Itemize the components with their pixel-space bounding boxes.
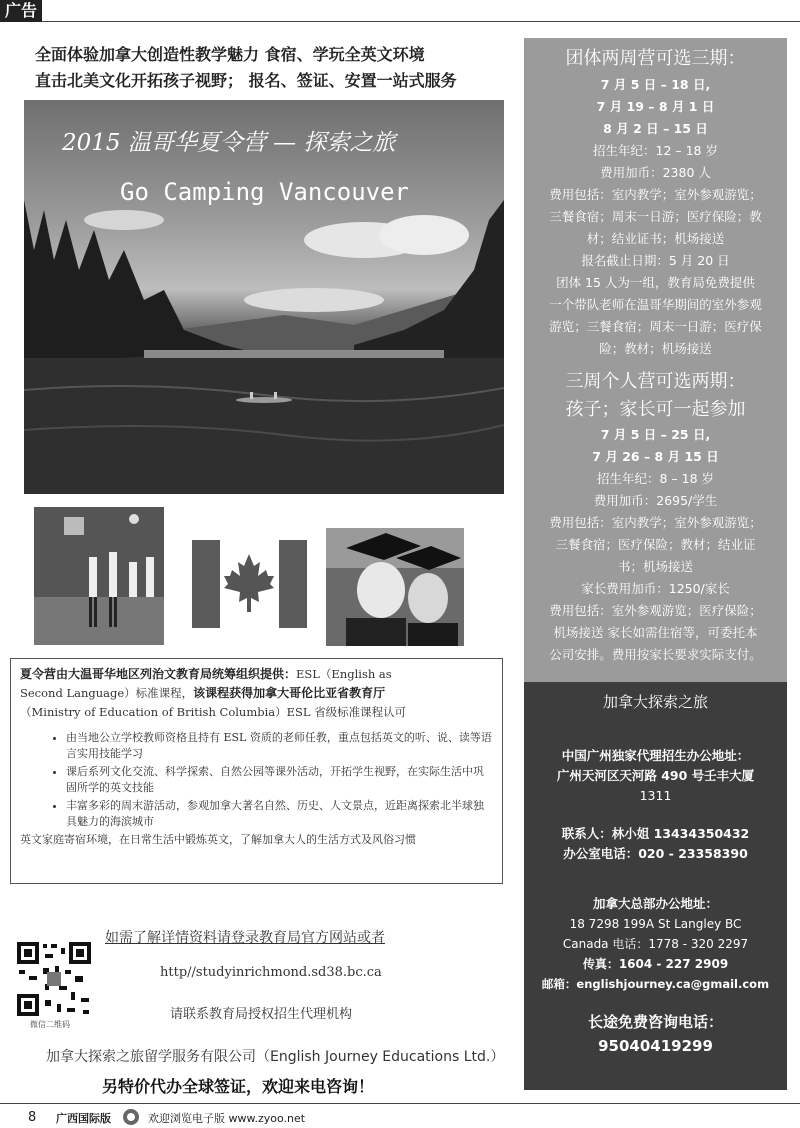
program-intro-esl-cont: Second Language）标准课程，	[20, 686, 194, 700]
contact-person: 联系人：林小姐 13434350432	[561, 826, 750, 841]
feature-item: • 课后系列文化交流、科学探索、自然公园等课外活动，开拓学生视野，在实际生活中巩固所学的英文技能	[66, 764, 493, 796]
contact-panel	[524, 682, 787, 1090]
publication-name: 广西国际版	[56, 1112, 111, 1125]
group-line: 7 月 5 日 – 18 日,	[600, 77, 711, 92]
program-info-box	[10, 658, 503, 884]
brand-name: 加拿大探索之旅	[602, 693, 708, 711]
group-line: 材；结业证书；机场接送	[586, 231, 725, 246]
program-features	[66, 730, 493, 830]
individual-line: 三餐食宿；医疗保险；教材；结业证	[555, 537, 756, 552]
top-rule	[42, 21, 800, 22]
camp-title-english: Go Camping Vancouver	[120, 178, 409, 206]
individual-line: 费用包括：室内教学；室外参观游览；	[549, 515, 762, 530]
ad-tag: 广告	[0, 0, 42, 22]
website-url[interactable]: http//studyinrichmond.sd38.bc.ca	[160, 965, 382, 980]
contact-agent-note: 请联系教育局授权招生代理机构	[170, 1007, 353, 1022]
china-office-room: 1311	[639, 788, 672, 803]
office-phone: 办公室电话：020 - 23358390	[563, 846, 748, 861]
individual-line: 机场接送 家长如需住宿等，可委托本	[553, 625, 758, 640]
hq-email[interactable]: 邮箱：englishjourney.ca@gmail.com	[541, 977, 770, 991]
individual-line: 7 月 26 – 8 月 15 日	[592, 449, 719, 464]
group-line: 三餐食宿；周末一日游；医疗保险；教	[549, 209, 762, 224]
lake-photo	[24, 100, 504, 494]
individual-camp-details	[524, 424, 787, 666]
wechat-qr-code-icon	[15, 940, 93, 1018]
headline-line-2: 直击北美文化开拓孩子视野； 报名、签证、安置一站式服务	[35, 71, 457, 90]
program-intro-esl: ESL（English as	[296, 667, 392, 681]
individual-line: 费用加币：2695/学生	[593, 493, 718, 508]
individual-camp-title: 三周个人营可选两期：	[565, 371, 746, 392]
feature-item: • 丰富多彩的周末游活动，参观加拿大著名自然、历史、人文景点，近距离探索北半球独具魅力的海滨城市	[66, 798, 493, 830]
group-line: 报名截止日期：5 月 20 日	[581, 253, 730, 268]
individual-line: 公司安排。费用按家长要求实际支付。	[549, 647, 762, 662]
individual-line: 7 月 5 日 – 25 日,	[600, 427, 711, 442]
basketball-photo	[34, 507, 164, 645]
graduates-photo	[326, 528, 464, 646]
canada-flag	[192, 540, 307, 628]
group-line: 团体 15 人为一组，教育局免费提供	[556, 275, 755, 290]
feature-item: • 由当地公立学校教师资格且持有 ESL 资质的老师任教，重点包括英文的听、说、读等语言实用技能学习	[66, 730, 493, 762]
group-camp-details	[524, 74, 787, 360]
hotline-title: 长途免费咨询电话：	[587, 1013, 723, 1031]
group-line: 游览；三餐食宿；周末一日游；医疗保	[549, 319, 762, 334]
individual-line: 书；机场接送	[617, 559, 693, 574]
individual-line: 家长费用加币：1250/家长	[581, 581, 730, 596]
camp-title-chinese: 2015 温哥华夏令营 — 探索之旅	[62, 130, 396, 156]
homestay-note: 英文家庭寄宿环境，在日常生活中锻炼英文，了解加拿大人的生活方式及风俗习惯	[20, 833, 416, 846]
hq-fax: 传真：1604 - 227 2909	[582, 957, 729, 971]
group-camp-title: 团体两周营可选三期：	[565, 48, 746, 69]
publication-logo-icon	[122, 1108, 140, 1126]
group-line: 费用加币：2380 人	[600, 165, 711, 180]
group-line: 一个带队老师在温哥华期间的室外参观	[549, 297, 762, 312]
company-name: 加拿大探索之旅留学服务有限公司（English Journey Educations Ltd.）	[46, 1049, 505, 1065]
group-line: 招生年纪：12 – 18 岁	[593, 143, 718, 158]
hq-office-title: 加拿大总部办公地址：	[592, 896, 718, 911]
individual-line: 费用包括：室外参观游览；医疗保险；	[549, 603, 762, 618]
headline-line-1: 全面体验加拿大创造性教学魅力 食宿、学玩全英文环境	[35, 45, 425, 64]
hq-address-line-2: Canada 电话：1778 - 320 2297	[562, 937, 749, 951]
china-office-title: 中国广州独家代理招生办公地址：	[561, 748, 750, 763]
more-info-link[interactable]: 如需了解详情资料请登录教育局官方网站或者	[105, 930, 385, 946]
group-line: 7 月 19 – 8 月 1 日	[596, 99, 715, 114]
individual-line: 招生年纪：8 – 18 岁	[596, 471, 715, 486]
program-intro-bold-2: 该课程获得加拿大哥伦比亚省教育厅	[193, 686, 386, 700]
lake-scene	[24, 100, 504, 494]
footer-rule	[0, 1103, 800, 1104]
group-line: 险；教材；机场接送	[599, 341, 712, 356]
page-number: 8	[28, 1110, 37, 1125]
qr-code-label: 微信二维码	[30, 1020, 70, 1029]
program-intro	[20, 665, 493, 722]
program-intro-ministry: （Ministry of Education of British Columbia）ESL 省级标准课程认可	[20, 705, 407, 719]
camp-schedule-panel	[524, 38, 787, 682]
website-footer[interactable]: 欢迎浏览电子版 www.zyoo.net	[148, 1112, 306, 1125]
hq-address-line-1: 18 7298 199A St Langley BC	[569, 917, 742, 931]
group-line: 8 月 2 日 – 15 日	[603, 121, 708, 136]
china-office-address: 广州天河区天河路 490 号壬丰大厦	[556, 768, 755, 783]
individual-camp-subtitle: 孩子；家长可一起参加	[565, 399, 746, 420]
program-intro-bold: 夏令营由大温哥华地区列治文教育局统筹组织提供：	[20, 667, 297, 681]
group-line: 费用包括：室内教学；室外参观游览；	[549, 187, 762, 202]
visa-service-note: 另特价代办全球签证，欢迎来电咨询！	[102, 1077, 375, 1096]
hotline-number[interactable]: 95040419299	[598, 1037, 713, 1055]
